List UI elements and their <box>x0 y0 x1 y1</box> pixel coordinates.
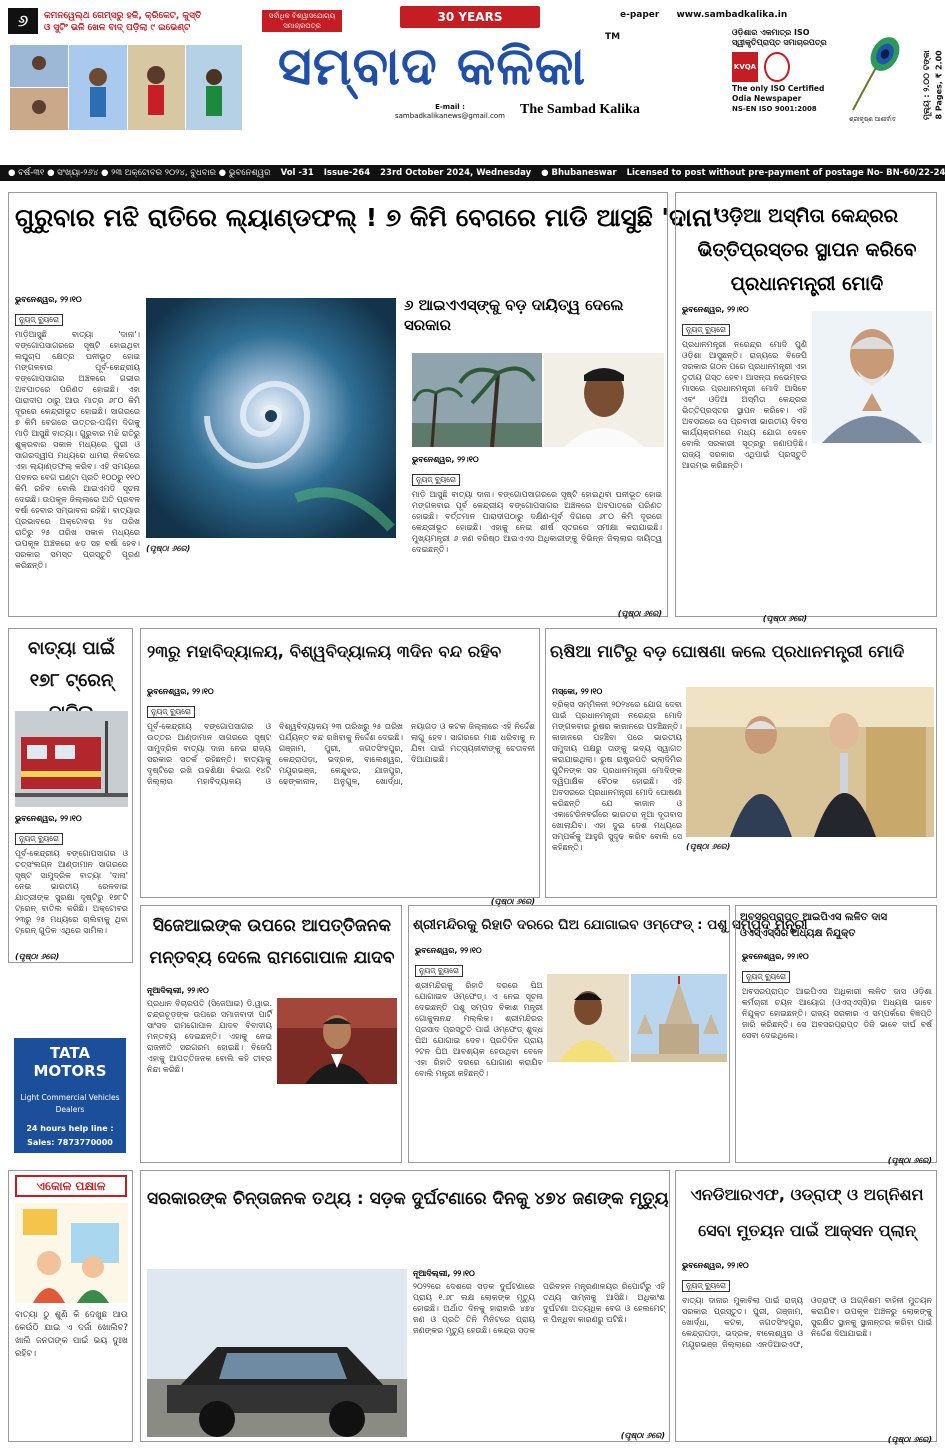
story-ndrf-bureau: ନ୍ୟୁଜ୍ ବ୍ୟୁରୋ <box>682 1280 730 1292</box>
story-srimandir-dateline: ଭୁବନେଶ୍ୱର, ୨୨।୧୦ <box>415 946 482 955</box>
promo-line-2: ଓ ସୁଟିଂ ଭଳି ଖେଳ ବାଦ୍ ପଡ଼ିଲା ୯ ଇଭେଣ୍ଟ <box>44 23 191 33</box>
story-ias[interactable] <box>404 295 664 618</box>
car-accident-photo <box>147 1269 407 1437</box>
story-dana-bureau: ନ୍ୟୁଜ୍ ବ୍ୟୁରୋ <box>15 314 63 326</box>
jagannath-temple-photo <box>631 974 727 1062</box>
story-ndrf[interactable] <box>675 1170 937 1442</box>
story-colleges-continued[interactable]: (ପୃଷ୍ଠା ୬ରେ) <box>490 897 535 906</box>
cji-portrait-photo <box>277 998 397 1084</box>
page-number: ୬ <box>8 8 38 34</box>
iso-line-1: The only ISO Certified <box>732 84 825 93</box>
anniversary-ribbon: 30 YEARS <box>400 6 540 28</box>
story-dgp-headline: ଅବସରପ୍ରାପ୍ତ ଆଇପିଏସ ଲଳିତ ଦାସ ଓଏସ୍‌ଏସ୍‌ସିର ଅଧ୍ୟକ୍ଷ ନିଯୁକ୍ତ <box>740 912 888 939</box>
story-road-headline: ସରକାରଙ୍କ ଚିନ୍ତାଜନକ ତଥ୍ୟ : ସଡ଼କ ଦୁର୍ଘଟଣାରେ ଦିନକୁ ୪୭୪ ଜଣଙ୍କ ମୃତ୍ୟୁ <box>147 1189 669 1209</box>
tata-line-4: Sales: 7873770000 <box>27 1138 113 1147</box>
story-dana-continued[interactable]: (ପୃଷ୍ଠା ୬ରେ) <box>146 544 191 553</box>
english-name: The Sambad Kalika <box>520 102 640 117</box>
story-dana-dateline: ଭୁବନେଶ୍ୱର, ୨୨।୧୦ <box>15 295 82 304</box>
story-colleges-headline: ୨୩ରୁ ମହାବିଦ୍ୟାଳୟ, ବିଶ୍ୱବିଦ୍ୟାଳୟ ୩ଦିନ ବନ୍ଦ ରହିବ <box>147 642 502 661</box>
kvqa-badge-icon: KVQA <box>732 52 758 82</box>
dateline-issue: Issue-264 <box>323 168 371 178</box>
story-trains-dateline: ଭୁବନେଶ୍ୱର, ୨୨।୧୦ <box>15 814 82 823</box>
story-srimandir-body: ଶ୍ରୀମନ୍ଦିରକୁ ରିହାତି ଦରରେ ଘିଅ ଯୋଗାଇବ ଓମ୍‌ଫେଡ୍। ଏ ନେଇ ସୂଚନା ଦେଇଛନ୍ତି ପଶୁ ସମ୍ପଦ ବିକାଶ ମନ୍ତ୍ରୀ ଗୋକୁଳାନନ୍ଦ ମଲ୍ଲିକ। ଶ୍ରୀମନ୍ଦିରର ପ୍ରସାଦ ପ୍ରସ୍ତୁତି ପାଇଁ ଓମ୍‌ଫେଡ୍ ଶୁଦ୍ଧ ଘିଅ ଯୋଗାଇ ଦେବ। ପ୍ରତିଦିନ ପ୍ରାୟ ୨ଟନ ଘିଅ ଆବଶ୍ୟକ ହେଉଥିବା ବେଳେ ଏହା ରିହାତି ଦରରେ ଯୋଗାଣ କରାଯିବ ବୋଲି ମନ୍ତ୍ରୀ କହିଛନ୍ତି। <box>415 981 543 1078</box>
dateline-odia: ● ବର୍ଷ-୩୧ ● ସଂଖ୍ୟା-୨୬୪ ● ୨୩ ଅକ୍ଟୋବର ୨୦୨୪, ବୁଧବାର ● ଭୁବନେଶ୍ୱର <box>8 168 271 178</box>
promo-headline[interactable] <box>44 10 244 34</box>
sports-collage-image <box>10 45 242 130</box>
story-modi-odia-bureau: ନ୍ୟୁଜ୍ ବ୍ୟୁରୋ <box>682 324 730 336</box>
peacock-caption: ଶ୍ରୀକୃଷ୍ଣ ଆଶୀର୍ବାଦ <box>849 116 896 123</box>
epaper-line <box>620 10 787 20</box>
story-dgp-body: ଅବସରପ୍ରାପ୍ତ ଆଇପିଏସ ଅଧିକାରୀ ଲଳିତ ଦାସ ଓଡ଼ିଶା କର୍ମଚାରୀ ଚୟନ ଆୟୋଗ (ଓଏସ୍‌ଏସ୍‌ସି)ର ଅଧ୍ୟକ୍ଷ ଭାବେ ନିଯୁକ୍ତ ହୋଇଛନ୍ତି। ରାଜ୍ୟ ସରକାର ଏ ସମ୍ପର୍କରେ ବିଜ୍ଞପ୍ତି ଜାରି କରିଛନ୍ତି। ସେ ଅବସରପ୍ରାପ୍ତ ଡିଜି ଭାବେ ଦୀର୍ଘ ବର୍ଷ ସେବା ଦେଇଥିଲେ। <box>742 987 932 1040</box>
cyclone-satellite-image <box>146 298 396 538</box>
cartoon-illustration <box>15 1203 128 1303</box>
story-ndrf-dateline: ଭୁବନେଶ୍ୱର, ୨୨।୧୦ <box>682 1261 749 1270</box>
story-cji-dateline: ନୂଆଦିଲ୍ଲୀ, ୨୨।୧୦ <box>147 986 209 995</box>
sports-photo-collage <box>10 45 242 130</box>
story-trains-body: ପୂର୍ବ-କେନ୍ଦ୍ରୀୟ ବଙ୍ଗୋପସାଗର ଓ ତତ୍ସଂଲଗ୍ନ ଆଣ୍ଡାମାନ ସାଗରରେ ସୃଷ୍ଟ ସାମୁଦ୍ରିକ ବାତ୍ୟା 'ଦାନା' ନେଇ ଭାରତୀୟ ରେଳବାଇ ଯାତ୍ରୀଙ୍କ ସୁରକ୍ଷା ଦୃଷ୍ଟିରୁ ୧୭୮ଟି ଟ୍ରେନ୍ ବାତିଲ କରିଛି। ଅକ୍ଟୋବର ୨୩ରୁ ୨୫ ମଧ୍ୟରେ ଚାଲିବାକୁ ଥିବା ଟ୍ରେନ୍ ଗୁଡ଼ିକ ଏଥିରେ ସାମିଲ। <box>15 849 128 935</box>
story-dgp-continued[interactable]: (ପୃଷ୍ଠା ୬ରେ) <box>887 1156 932 1165</box>
iso-line-2: Odia Newspaper <box>732 94 802 103</box>
email-address[interactable]: sambadkalikanews@gmail.com <box>395 112 505 120</box>
tata-line-2: Dealers <box>55 1105 85 1114</box>
dateline-city: ● Bhubaneswar <box>541 168 617 178</box>
story-road-dateline: ନୂଆଦିଲ୍ଲୀ, ୨୨।୧୦ <box>413 1269 475 1278</box>
story-colleges[interactable] <box>140 628 540 906</box>
story-cji-body: ପ୍ରଧାନ ବିଚାରପତି (ସିଜେଆଇ) ଡି.ୱାଇ. ଚନ୍ଦ୍ରଚୂଡ଼ଙ୍କ ଉପରେ ସମାଜବାଦୀ ପାର୍ଟି ସାଂସଦ ରାମଗୋପାଳ ଯାଦବ ବିବାଦୀୟ ମନ୍ତବ୍ୟ ଦେଇଛନ୍ତି। ଏହାକୁ ନେଇ ରାଜନୀତି ସରଗରମ ହୋଇଛି। ବିଜେପି ଏହାକୁ ଆପତ୍ତିଜନକ ବୋଲି କହି ତୀବ୍ର ନିନ୍ଦା କରିଛି। <box>147 999 272 1074</box>
story-russia-dateline: ମସ୍କୋ, ୨୨।୧୦ <box>552 687 603 696</box>
dateline-license: Licensed to post without pre-payment of postage No- BN-60/22-24 <box>626 168 945 178</box>
story-dana-body: ମାଡ଼ିଆସୁଛି ବାତ୍ୟା 'ଦାନା'। ବଙ୍ଗୋପସାଗରରେ ସୃଷ୍ଟି ହୋଇଥିବା ଲଘୁଚାପ କ୍ଷେତ୍ର ଘନୀଭୂତ ହୋଇ ମଙ୍ଗଳବାର ପୂର୍ବ-କେନ୍ଦ୍ରୀୟ ବଙ୍ଗୋପସାଗର ଅଞ୍ଚଳରେ ଗଭୀର ଅବପାତରେ ପରିଣତ ହୋଇଛି। ଏହା ପାରାଦୀପ ଠାରୁ ଆଉ ମାତ୍ର ୬୮୦ କିମି ଦୂରରେ କେନ୍ଦ୍ରୀଭୂତ ହୋଇଛି। ସାଗରରେ ୭ କିମି ବେଗରେ ଉତ୍ତର-ପଶ୍ଚିମ ଦିଗକୁ ମାଡ଼ି ଆସୁଛି ବାତ୍ୟା। ଗୁରୁବାର ମଝି ରାତିରୁ ଶୁକ୍ରବାର ସକାଳ ମଧ୍ୟରେ ପୁରୀ ଓ ସାଗରଦ୍ୱୀପ ମଧ୍ୟରେ ଧାମରା ନିକଟରେ ଏହା ଲ୍ୟାଣ୍ଡଫଲ୍ କରିବ। ଏହି ସମୟରେ ପବନର ବେଗ ଘଣ୍ଟା ପ୍ରତି ୧୦୦ରୁ ୧୧୦ କିମି ରହିବ ବୋଲି ଆଇଏମଡି ସୂଚନା ଦେଇଛି। ଉପକୂଳ ଜିଲ୍ଲାରେ ଅତି ପ୍ରବଳ ବର୍ଷା ହେବାର ସମ୍ଭାବନା ରହିଛି। ବାତ୍ୟାର ପ୍ରଭାବରେ ଅକ୍ଟୋବର ୨୪ ତାରିଖ ରାତିରୁ ୨୫ ତାରିଖ ସକାଳ ମଧ୍ୟରେ ଉପକୂଳ ଅଞ୍ଚଳରେ ଝଡ଼ ସହ ବର୍ଷା ହେବ। ସରକାର ସମସ୍ତ ପ୍ରସ୍ତୁତି ପୂରଣ କରିଛନ୍ତି। <box>15 330 140 570</box>
story-dana[interactable] <box>8 192 720 618</box>
tata-motors-ad[interactable] <box>14 1038 126 1153</box>
story-srimandir-body-cont <box>547 1068 727 1158</box>
story-trains[interactable] <box>8 628 133 963</box>
story-road-body: ୨୦୨୨ରେ ଦେଶରେ ସଡ଼କ ଦୁର୍ଘଟଣାରେ ପ୍ରାୟ ୧.୬୮ ଲକ୍ଷ ଲୋକଙ୍କ ମୃତ୍ୟୁ ହୋଇଛି। ଅର୍ଥାତ ଦିନକୁ ହାରାହାରି ୪୭୪ ଜଣ ଓ ପ୍ରତି ତିନି ମିନିଟରେ ପ୍ରାୟ ଜଣଙ୍କର ମୃତ୍ୟୁ ହେଉଛି। କେନ୍ଦ୍ର ସଡ଼କ ପରିବହନ ମନ୍ତ୍ରଣାଳୟର ରିପୋର୍ଟରୁ ଏହି ତଥ୍ୟ ସାମ୍ନାକୁ ଆସିଛି। ଅଧିକାଂଶ ଦୁର୍ଘଟଣା ଅତ୍ୟଧିକ ବେଗ ଓ ହେଲମେଟ୍ ନ ପିନ୍ଧିବା କାରଣରୁ ଘଟିଛି। <box>413 1282 665 1335</box>
story-russia[interactable] <box>545 628 937 898</box>
story-trains-continued[interactable]: (ପୃଷ୍ଠା ୬ରେ) <box>15 952 60 961</box>
price-vertical <box>902 10 942 130</box>
tata-line-1: Light Commercial Vehicles <box>20 1093 120 1102</box>
story-dgp-bureau: ନ୍ୟୁଜ୍ ବ୍ୟୁରୋ <box>742 971 790 983</box>
email-block <box>385 103 515 121</box>
story-dana-headline: ଗୁରୁବାର ମଝି ରାତିରେ ଲ୍ୟାଣ୍ଡଫଲ୍ ! ୭ କିମି ବେଗରେ ମାଡି ଆସୁଛି 'ଦାନା' <box>15 203 720 232</box>
story-road-continued[interactable]: (ପୃଷ୍ଠା ୬ରେ) <box>620 1431 665 1440</box>
price-text: ମୂଲ୍ୟ : ୨.୦୦ ଟଙ୍କା <box>922 50 931 120</box>
cartoon-caption: ବାତ୍ୟା ଠୁ ଶୁଣି କି ଦେଖୁଛ ଆଉ କେଉଁଠି ଯାଇ ଏ ଦର୍ଜା ଖୋଲିବ? ଖାଲି ଜନତାଙ୍କ ପାଇଁ ଭୟ ଦୁଃଖ ରହିବ। <box>15 1310 128 1359</box>
epaper-label: e-paper <box>620 10 660 20</box>
logo-text: ସମ୍ବାଦ କଳିକା <box>277 36 587 97</box>
cartoon-box <box>8 1170 133 1442</box>
train-photo <box>15 711 128 807</box>
iso-line-3: NS-EN ISO 9001:2008 <box>732 105 817 113</box>
story-road[interactable] <box>140 1170 670 1442</box>
story-russia-headline: ଋଷିଆ ମାଟିରୁ ବଡ଼ ଘୋଷଣା କଲେ ପ୍ରଧାନମନ୍ତ୍ରୀ ମୋଦି <box>550 642 905 661</box>
tata-line-3: 24 hours help line : <box>26 1124 114 1133</box>
story-cji[interactable] <box>140 905 402 1163</box>
storm-palm-trees-photo <box>412 353 542 447</box>
story-dgp-dateline: ଭୁବନେଶ୍ୱର, ୨୨।୧୦ <box>742 952 809 961</box>
story-ias-headline: ୬ ଆଇଏଏସ୍ଙ୍କୁ ବଡ଼ ଦାୟିତ୍ୱ ଦେଲେ ସରକାର <box>404 296 624 334</box>
iso-block <box>732 28 842 114</box>
story-ias-body: ମାଡ଼ି ଆସୁଛି ବାତ୍ୟା ଦାନା। ବଙ୍ଗୋପସାଗରରେ ସୃଷ୍ଟି ହୋଇଥିବା ଘନୀଭୂତ ହୋଇ ମଙ୍ଗଳବାର ପୂର୍ବ କେନ୍ଦ୍ରୀୟ ବଙ୍ଗୋପସାଗର ଅଞ୍ଚଳରେ ଅବପାତରେ ପରିଣତ ହୋଇଛି। ବର୍ତ୍ତମାନ ପାରାଦୀପଠାରୁ ଦକ୍ଷିଣ-ପୂର୍ବ ଦିଗରେ ୬୮୦ କିମି ଦୂରରେ କେନ୍ଦ୍ରୀଭୂତ ହୋଇଛି। ଏହାକୁ ନେଇ ଶୀର୍ଷ ସ୍ତରରେ ସମୀକ୍ଷା କରାଯାଇଛି। ମୁଖ୍ୟମନ୍ତ୍ରୀ ୬ ଜଣ ବରିଷ୍ଠ ଆଇଏଏସ ଅଧିକାରୀଙ୍କୁ ବିଭିନ୍ନ ଜିଲ୍ଲାର ଦାୟିତ୍ୱ ଦେଇଛନ୍ତି। <box>412 490 662 554</box>
email-label: E-mail : <box>435 103 465 111</box>
peacock-feather-icon <box>845 32 900 122</box>
dateline-vol: Vol -31 <box>280 168 314 178</box>
story-ndrf-body: ବାତ୍ୟା ଦାନାର ମୁକାବିଲା ପାଇଁ ରାଜ୍ୟ ସରକାର ପ୍ରସ୍ତୁତ। ପୁରୀ, ଗଞ୍ଜାମ, ଖୋର୍ଦ୍ଧା, କଟକ, ଜଗତସିଂହପୁର, କେନ୍ଦ୍ରାପଡ଼ା, ଭଦ୍ରକ, ବାଲେଶ୍ୱର ଓ ମୟୂରଭଞ୍ଜ ଜିଲ୍ଲାରେ ଏନଡିଆରଏଫ, ଓଡ୍ରାଫ୍ ଓ ଅଗ୍ନିଶମ ବାହିନୀ ମୁତୟନ କରାଯିବ। ଉପକୂଳ ଅଞ୍ଚଳରୁ ଲୋକଙ୍କୁ ସୁରକ୍ଷିତ ସ୍ଥାନକୁ ସ୍ଥାନାନ୍ତର କରିବା ପାଇଁ ନିର୍ଦ୍ଦେଶ ଦିଆଯାଇଛି। <box>682 1296 932 1349</box>
modi-namaste-portrait <box>812 311 932 443</box>
ribbon-tagline: ସର୍ବାଧିକ ବିଶ୍ୱାସଯୋଗ୍ୟ ସମାଚାରପତ୍ର <box>262 10 342 32</box>
modi-putin-photo <box>686 687 934 837</box>
minister-photo <box>547 974 629 1062</box>
story-modi-odia[interactable] <box>675 192 937 623</box>
dateline-bar <box>0 165 945 181</box>
dateline-date: 23rd October 2024, Wednesday <box>380 168 532 178</box>
story-ndrf-continued[interactable]: (ପୃଷ୍ଠା ୬ରେ) <box>887 1435 932 1444</box>
story-trains-bureau: ନ୍ୟୁଜ୍ ବ୍ୟୁରୋ <box>15 833 63 845</box>
iso-odia-2: ସ୍ୱୀକୃତିପ୍ରାପ୍ତ ସମାଚାରପତ୍ର <box>732 38 827 47</box>
story-srimandir-headline: ଶ୍ରୀମନ୍ଦିରକୁ ରିହାତି ଦରରେ ଘିଅ ଯୋଗାଇବ ଓମ୍‌ଫେଡ୍ : ପଶୁ ସମ୍ପଦ ମନ୍ତ୍ରୀ <box>413 917 808 933</box>
story-ias-bureau: ନ୍ୟୁଜ୍ ବ୍ୟୁରୋ <box>412 474 460 486</box>
story-ias-dateline: ଭୁବନେଶ୍ୱର, ୨୨।୧୦ <box>412 455 479 464</box>
story-ndrf-headline: ଏନଡିଆରଏଫ, ଓଡ୍ରାଫ୍ ଓ ଅଗ୍ନିଶମ ସେବା ମୁତୟନ ପାଇଁ ଆକ୍ସନ ପ୍ଲାନ୍ <box>690 1185 924 1240</box>
story-trains-headline: ବାତ୍ୟା ପାଇଁ ୧୭୮ ଟ୍ରେନ୍ <box>28 638 115 691</box>
story-modi-odia-headline: ଓଡ଼ିଆ ଅସ୍ମିତା କେନ୍ଦ୍ରର ଭିତ୍ତିପ୍ରସ୍ତର ସ୍ଥାପନ କରିବେ ପ୍ରଧାନମନ୍ତ୍ରୀ ମୋଦି <box>697 205 917 295</box>
story-colleges-dateline: ଭୁବନେଶ୍ୱର, ୨୨।୧୦ <box>147 687 214 696</box>
story-russia-body-cont <box>686 841 934 893</box>
cartoon-title: ଏକୋଳ ପକ୍ଷାଳ <box>15 1175 127 1197</box>
masthead <box>0 0 945 135</box>
newspaper-logo[interactable] <box>252 32 612 102</box>
story-russia-continued[interactable]: (ପୃଷ୍ଠା ୬ରେ) <box>686 842 731 851</box>
trademark: TM <box>605 32 621 42</box>
story-dgp[interactable] <box>735 905 937 1163</box>
story-modi-odia-dateline: ଭୁବନେଶ୍ୱର, ୨୨।୧୦ <box>682 305 749 314</box>
story-modi-odia-body: ପ୍ରଧାନମନ୍ତ୍ରୀ ନରେନ୍ଦ୍ର ମୋଦି ପୁଣି ଓଡ଼ିଶା ଆସୁଛନ୍ତି। ରାଜ୍ୟରେ ବିଜେପି ସରକାର ଗଠନ ପରେ ପ୍ରଧାନମନ୍ତ୍ରୀ ଏହା ତୃତୀୟ ଗସ୍ତ ହେବ। ଆସନ୍ତା ନଭେମ୍ବର ମାସରେ ପ୍ରଧାନମନ୍ତ୍ରୀ ମୋଦି ଆସିବେ ଏବଂ ଓଡ଼ିଆ ଅସ୍ମିତା କେନ୍ଦ୍ରର ଭିତ୍ତିପ୍ରସ୍ତର ସ୍ଥାପନ କରିବେ। ଏହି ଅବସରରେ ସେ ପ୍ରବାସୀ ଭାରତୀୟ ଦିବସ କାର୍ଯ୍ୟକ୍ରମରେ ମଧ୍ୟ ଯୋଗ ଦେବେ ବୋଲି ସରକାରୀ ସୂତ୍ରରୁ ଜଣାପଡ଼ିଛି। ରାଜ୍ୟ ସରକାର ଏଥିପାଇଁ ପ୍ରସ୍ତୁତି ଆରମ୍ଭ କରିଛନ୍ତି। <box>682 340 807 470</box>
story-srimandir-bureau: ନ୍ୟୁଜ୍ ବ୍ୟୁରୋ <box>415 965 463 977</box>
iso-odia-1: ଓଡ଼ିଶାର ଏକମାତ୍ର ISO <box>732 28 810 37</box>
promo-line-1: କମନୱେଲ୍ଥ ଗେମ୍ସରୁ ହକି, କ୍ରିକେଟ, କୁସ୍ତି <box>44 11 202 21</box>
story-dana-body-cont <box>146 543 396 603</box>
pages-text: 8 Pages, ₹ 2.00 <box>934 50 944 120</box>
story-modi-odia-continued[interactable]: (ପୃଷ୍ଠା ୬ରେ) <box>762 614 807 623</box>
story-colleges-body: ପୂର୍ବ-କେନ୍ଦ୍ରୀୟ ବଙ୍ଗୋପସାଗର ଓ ଉତ୍ତର ଆଣ୍ଡାମାନ ସାଗରରେ ସୃଷ୍ଟ ସାମୁଦ୍ରିକ ବାତ୍ୟା ଦାନା ନେଇ ରାଜ୍ୟ ସରକାର ସତର୍କ ରହିଛନ୍ତି। ବାତ୍ୟାକୁ ଦୃଷ୍ଟିରେ ରଖି ଉଚ୍ଚଶିକ୍ଷା ବିଭାଗ ୧୪ଟି ଜିଲ୍ଲାର ମହାବିଦ୍ୟାଳୟ ଓ ବିଶ୍ୱବିଦ୍ୟାଳୟ ୨୩ ତାରିଖରୁ ୨୫ ତାରିଖ ପର୍ଯ୍ୟନ୍ତ ବନ୍ଦ ରଖିବାକୁ ନିର୍ଦ୍ଦେଶ ଦେଇଛି। ଗଞ୍ଜାମ, ପୁରୀ, ଜଗତସିଂହପୁର, କେନ୍ଦ୍ରାପଡ଼ା, ଭଦ୍ରକ, ବାଲେଶ୍ୱର, ମୟୂରଭଞ୍ଜ, କେନ୍ଦୁଝର, ଯାଜପୁର, ଢେଙ୍କାନାଳ, ଅନୁଗୁଳ, ଖୋର୍ଦ୍ଧା, ନୟାଗଡ଼ ଓ କଟକ ଜିଲ୍ଲାରେ ଏହି ନିର୍ଦ୍ଦେଶ ଲାଗୁ ହେବ। ସାଗରରେ ମାଛ ଧରିବାକୁ ନ ଯିବା ପାଇଁ ମତ୍ସ୍ୟଜୀବୀଙ୍କୁ ଚେତାବନୀ ଦିଆଯାଇଛି। <box>147 722 535 786</box>
story-srimandir[interactable] <box>408 905 808 1163</box>
chief-minister-portrait <box>544 353 664 447</box>
website-link[interactable]: www.sambadkalika.in <box>676 10 788 20</box>
iso-seal-icon <box>764 52 790 82</box>
story-cji-headline: ସିଜେଆଇଙ୍କ ଉପରେ ଆପତ୍ତିଜନକ ମନ୍ତବ୍ୟ ଦେଲେ ରାମଗୋପାଳ ଯାଦବ <box>149 916 395 968</box>
story-ias-continued[interactable]: (ପୃଷ୍ଠା ୬ରେ) <box>617 609 662 618</box>
tata-brand: TATA MOTORS <box>33 1044 107 1080</box>
story-russia-body: ବ୍ରିକ୍ସ ସମ୍ମିଳନୀ ୨୦୨୪ରେ ଯୋଗ ଦେବା ପାଇଁ ପ୍ରଧାନମନ୍ତ୍ରୀ ନରେନ୍ଦ୍ର ମୋଦି ମଙ୍ଗଳବାର ରୁଷର କାଜାନରେ ପହଞ୍ଚିଛନ୍ତି। କାଜାନରେ ପହଞ୍ଚିବା ପରେ ଭାରତୀୟ ସମୁଦାୟ ପକ୍ଷରୁ ତାଙ୍କୁ ଭବ୍ୟ ସ୍ୱାଗତ କରାଯାଇଥିଲା। ରୁଷ ରାଷ୍ଟ୍ରପତି ଭ୍ଲାଦିମିର ପୁଟିନଙ୍କ ସହ ପ୍ରଧାନମନ୍ତ୍ରୀ ମୋଦିଙ୍କ ଦ୍ୱିପାକ୍ଷିକ ବୈଠକ ହୋଇଛି। ଏହି ଅବସରରେ ପ୍ରଧାନମନ୍ତ୍ରୀ ମୋଦି ଘୋଷଣା କରିଛନ୍ତି ଯେ କାଜାନ ଓ ଏକାଟେରିନବର୍ଗରେ ଭାରତର ନୂଆ ଦୂତାବାସ ଖୋଲାଯିବ। ଏହା ଦୁଇ ଦେଶ ମଧ୍ୟରେ ସମ୍ପର୍କକୁ ଆହୁରି ସୁଦୃଢ କରିବ ବୋଲି ସେ କହିଛନ୍ତି। <box>552 700 682 852</box>
story-colleges-bureau: ନ୍ୟୁଜ୍ ବ୍ୟୁରୋ <box>147 706 195 718</box>
